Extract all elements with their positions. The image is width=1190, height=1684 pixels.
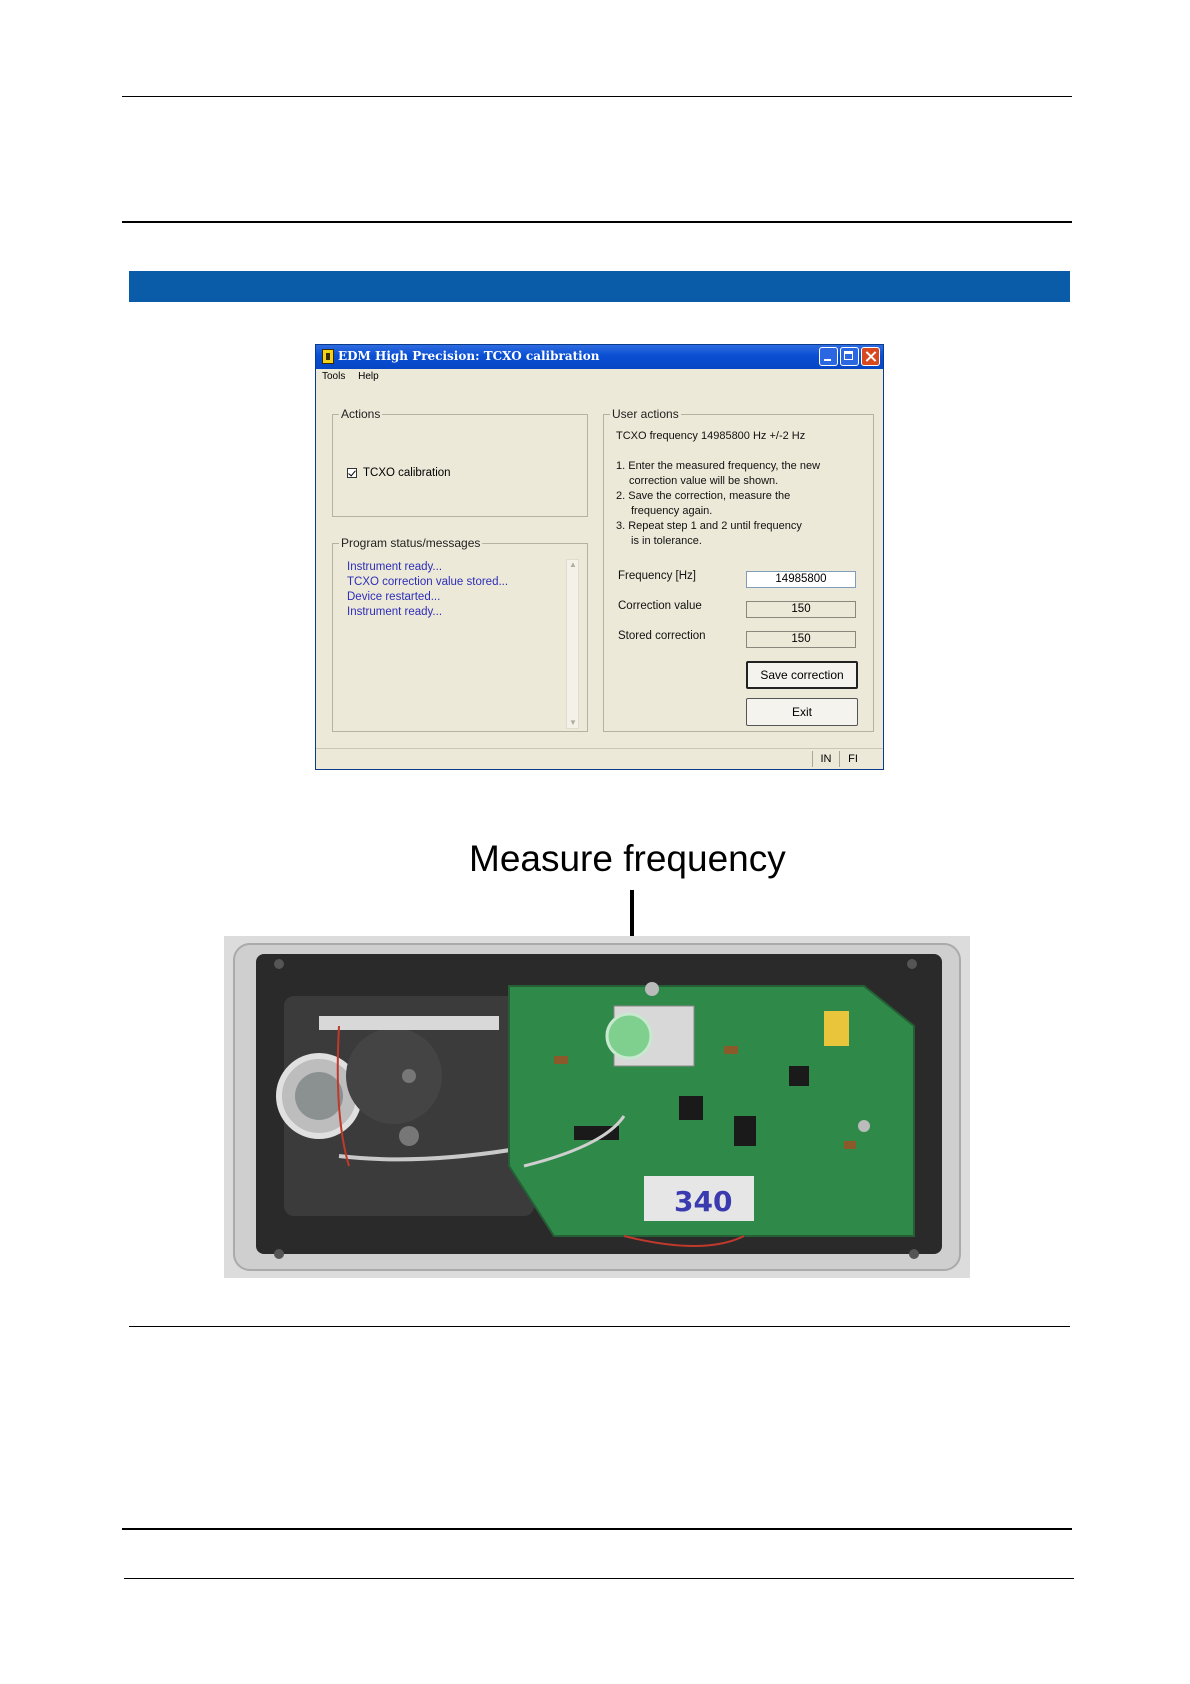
actions-group [332, 407, 588, 517]
window-title: EDM High Precision: TCXO calibration [338, 349, 600, 363]
close-icon[interactable] [861, 347, 880, 366]
footer-rule-thick [122, 1528, 1072, 1530]
instruction-line: is in tolerance. [631, 535, 702, 547]
status-scrollbar[interactable] [566, 559, 579, 729]
status-message: Instrument ready... [347, 606, 443, 618]
save-correction-button[interactable]: Save correction [746, 661, 858, 689]
section-bar [129, 271, 1070, 302]
instruction-line: 1. Enter the measured frequency, the new [616, 460, 821, 472]
status-bar [316, 748, 883, 769]
footer-rule-bottom [124, 1578, 1074, 1579]
status-messages [347, 560, 508, 620]
stored-correction-field: 150 [746, 631, 856, 648]
app-icon [322, 349, 334, 364]
frequency-input[interactable]: 14985800 [746, 571, 856, 588]
instruction-line: 2. Save the correction, measure the [616, 490, 791, 502]
menu-tools[interactable]: Tools [322, 371, 346, 382]
statusbar-in: IN [812, 751, 839, 767]
correction-value-field: 150 [746, 601, 856, 618]
correction-label: Correction value [618, 600, 702, 612]
menu-bar [322, 371, 389, 382]
status-group [332, 536, 588, 732]
title-bar [316, 345, 883, 369]
footer-rule-thin [129, 1326, 1070, 1327]
status-message: Device restarted... [347, 591, 441, 603]
measure-frequency-label: Measure frequency [469, 838, 786, 879]
actions-legend: Actions [341, 407, 381, 421]
svg-text:340: 340 [674, 1185, 733, 1218]
tcxo-frequency-text: TCXO frequency 14985800 Hz +/-2 Hz [616, 430, 806, 442]
status-message: Instrument ready... [347, 561, 443, 573]
frequency-label: Frequency [Hz] [618, 570, 696, 582]
statusbar-fi: FI [839, 751, 866, 767]
instruction-line: correction value will be shown. [629, 475, 779, 487]
status-message: TCXO correction value stored... [347, 576, 509, 588]
exit-button[interactable]: Exit [746, 698, 858, 726]
scroll-up-icon[interactable]: ▲ [569, 560, 577, 569]
status-legend: Program status/messages [341, 536, 481, 550]
instrument-photo [224, 936, 970, 1278]
scroll-down-icon[interactable]: ▼ [569, 718, 577, 727]
header-rule-top [122, 96, 1072, 97]
checkbox-checked-icon[interactable] [347, 468, 357, 478]
tcxo-calibration-checkbox[interactable] [347, 467, 451, 479]
instruction-line: frequency again. [631, 505, 713, 517]
minimize-icon[interactable] [819, 347, 838, 366]
stored-correction-label: Stored correction [618, 630, 706, 642]
user-actions-legend: User actions [612, 407, 679, 421]
instruction-line: 3. Repeat step 1 and 2 until frequency [616, 520, 802, 532]
tcxo-calibration-window [315, 344, 884, 770]
maximize-icon[interactable] [840, 347, 859, 366]
user-actions-group [603, 407, 874, 732]
header-rule-bottom [122, 221, 1072, 223]
menu-help[interactable]: Help [358, 371, 379, 382]
checkbox-label: TCXO calibration [363, 467, 451, 479]
